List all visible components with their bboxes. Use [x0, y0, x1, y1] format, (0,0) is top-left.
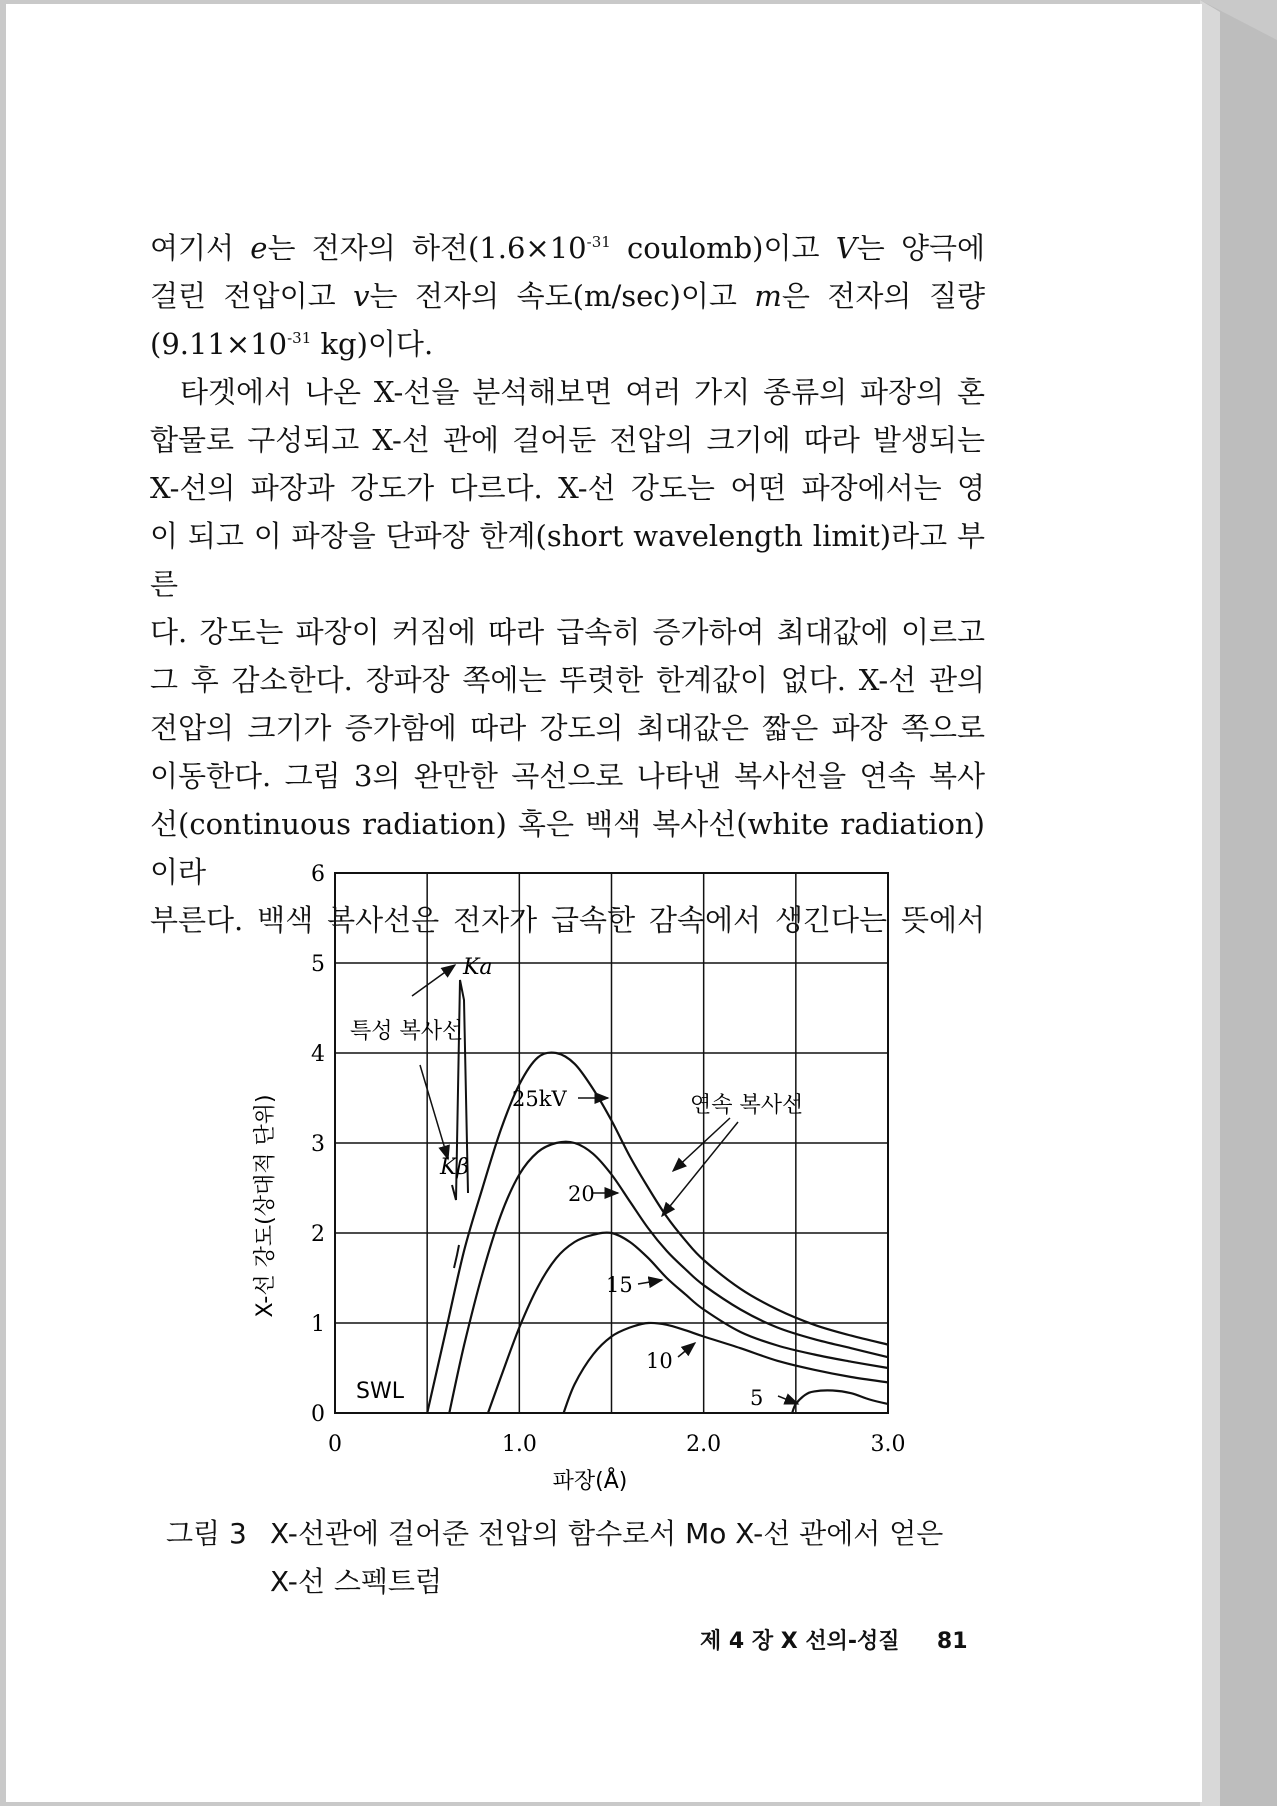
y-tick-label: 0 [311, 1402, 325, 1427]
ka-label: Ka [463, 955, 493, 980]
continuous-arrow-1 [673, 1118, 730, 1171]
curve-25kv-label: 25kV [512, 1087, 567, 1111]
chart-grid [335, 873, 888, 1413]
caption-text-1: X-선관에 걸어준 전압의 함수로서 Mo X-선 관에서 얻은 [270, 1517, 944, 1550]
paragraph-2-line-8: 이동한다. 그림 3의 완만한 곡선으로 나타낸 복사선을 연속 복사 [150, 759, 985, 793]
swl-label: SWL [356, 1379, 404, 1404]
caption-line-2: X-선 스펙트럼 [270, 1565, 443, 1598]
x-tick-label: 1.0 [501, 1432, 537, 1457]
paragraph-2-line-5: 다. 강도는 파장이 커짐에 따라 급속히 증가하여 최대값에 이르고 [150, 615, 985, 649]
series-line-3 [564, 1323, 888, 1413]
ka-arrow [412, 965, 455, 996]
label-10-arrow [678, 1343, 695, 1357]
figure-caption [166, 1510, 996, 1606]
figure-number: 그림 3 [166, 1517, 247, 1550]
kb-label: Kβ [440, 1155, 470, 1180]
paragraph-1-line-2: 걸린 전압이고 v는 전자의 속도(m/sec)이고 m은 전자의 질량 [150, 279, 985, 313]
paragraph-2-line-1: 타겟에서 나온 X-선을 분석해보면 여러 가지 종류의 파장의 혼 [180, 375, 985, 409]
kb-peak-line [454, 1245, 459, 1268]
y-axis-label: X-선 강도(상대적 단위) [253, 1094, 278, 1318]
y-tick-label: 3 [311, 1132, 325, 1157]
chart-annotations [350, 955, 803, 1410]
y-tick-label: 5 [311, 952, 325, 977]
paragraph-2-line-10: 부른다. 백색 복사선은 전자가 급속한 감속에서 생긴다는 뜻에서 [150, 903, 985, 937]
x-tick-label: 0 [328, 1432, 342, 1457]
paragraph-2-line-4: 이 되고 이 파장을 단파장 한계(short wavelength limit)라고 부른 [150, 519, 985, 601]
paragraph-1-line-3: ($9.11\times 10^{-31}$ kg)이다. [150, 327, 434, 361]
paragraph-2-line-9: 선(continuous radiation) 혹은 백색 복사선(white radiation)이라 [150, 807, 985, 889]
chapter-title: 제 4 장 X 선의-성질 [700, 1629, 900, 1654]
x-tick-label: 3.0 [870, 1432, 906, 1457]
label-5-arrow [778, 1396, 798, 1404]
kb-arrow [420, 1065, 448, 1159]
x-tick-label: 2.0 [686, 1432, 722, 1457]
y-tick-label: 2 [311, 1222, 325, 1247]
paragraph-1-line-1: 여기서 e는 전자의 하전($1.6\times 10^{-31}$ coulomb)이고 V는 양극에 [150, 231, 986, 265]
paragraph-2-line-7: 전압의 크기가 증가함에 따라 강도의 최대값은 짧은 파장 쪽으로 [150, 711, 985, 745]
chart-ticks [311, 862, 906, 1457]
page-number: 81 [936, 1629, 968, 1654]
paragraph-2-line-6: 그 후 감소한다. 장파장 쪽에는 뚜렷한 한계값이 없다. X-선 관의 [150, 663, 985, 697]
characteristic-label: 특성 복사선 [350, 1019, 464, 1044]
y-tick-label: 1 [311, 1312, 325, 1337]
y-tick-label: 6 [311, 862, 325, 887]
caption-line-1 [166, 1510, 996, 1558]
body-text [150, 224, 985, 944]
continuous-label: 연속 복사선 [690, 1093, 804, 1118]
continuous-arrow-2 [662, 1122, 738, 1216]
x-axis-label: 파장(Å) [552, 1469, 628, 1494]
curve-20-label: 20 [568, 1182, 595, 1206]
curve-5-label: 5 [750, 1386, 764, 1410]
curve-15-label: 15 [606, 1273, 633, 1297]
label-15-arrow [638, 1280, 662, 1284]
series-line-4 [792, 1390, 888, 1413]
page-edge-shadow [1200, 0, 1277, 1806]
paragraph-2-line-2: 합물로 구성되고 X-선 관에 걸어둔 전압의 크기에 따라 발생되는 [150, 423, 985, 457]
curve-10-label: 10 [646, 1349, 673, 1373]
page-footer [700, 1624, 968, 1655]
y-tick-label: 4 [311, 1042, 325, 1067]
xray-spectrum-chart [230, 860, 920, 1500]
paragraph-2-line-3: X-선의 파장과 강도가 다르다. X-선 강도는 어떤 파장에서는 영 [150, 471, 985, 505]
